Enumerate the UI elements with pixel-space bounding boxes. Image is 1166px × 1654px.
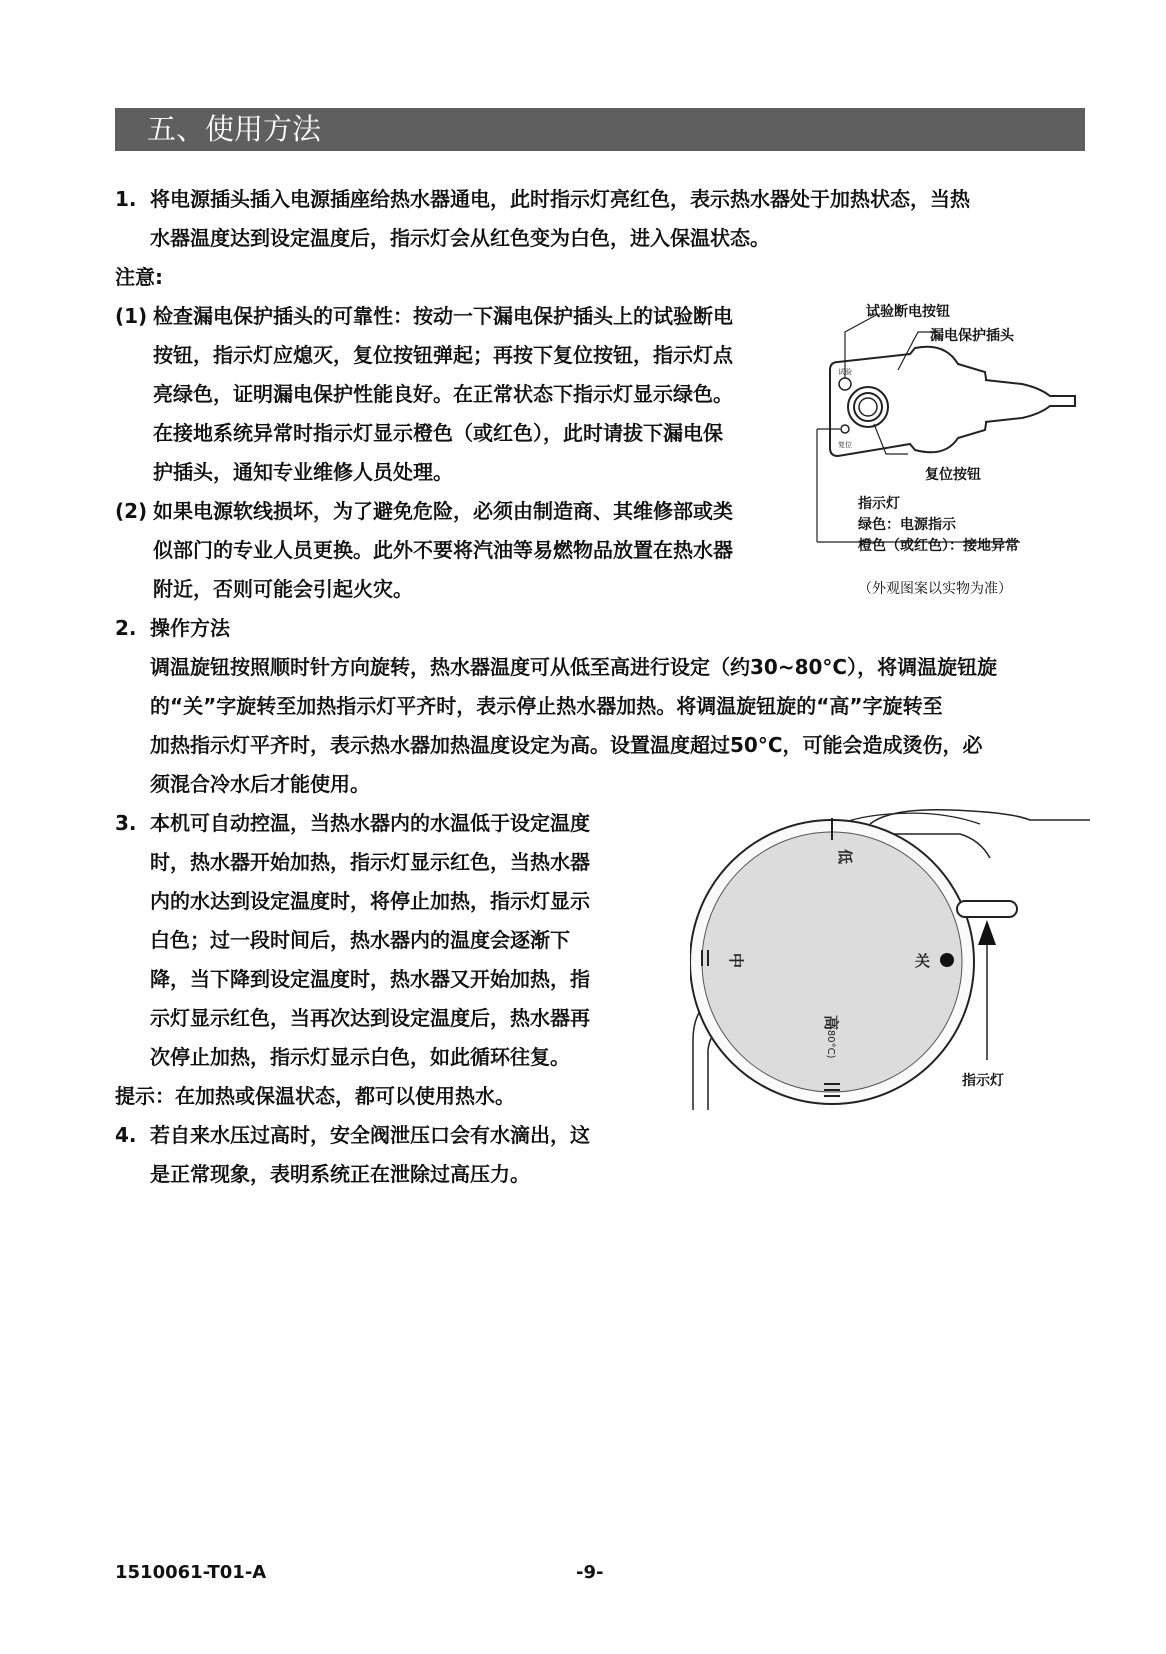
document-code: 1510061-T01-A [115, 1562, 267, 1583]
item-1-line-1: 将电源插头插入电源插座给热水器通电，此时指示灯亮红色，表示热水器处于加热状态，当热 [150, 187, 970, 211]
knob-high-label: 高 [822, 1015, 840, 1031]
section-title: 五、使用方法 [147, 112, 322, 146]
note-1-line-1: 检查漏电保护插头的可靠性：按动一下漏电保护插头上的试验断电 [153, 304, 733, 328]
item-2-number: 2. [115, 616, 137, 640]
item-3-line-2: 时，热水器开始加热，指示灯显示红色，当热水器 [150, 850, 590, 874]
leakage-plug-label: 漏电保护插头 [930, 328, 1014, 344]
item-3-line-4: 白色；过一段时间后，热水器内的温度会逐渐下 [150, 928, 570, 952]
note-1-line-3: 亮绿色，证明漏电保护性能良好。在正常状态下指示灯显示绿色。 [153, 382, 733, 406]
item-3-number: 3. [115, 811, 137, 835]
item-2-line-2: 的“关”字旋转至加热指示灯平齐时，表示停止热水器加热。将调温旋钮旋的“高”字旋转至 [150, 694, 943, 718]
page-number: -9- [576, 1562, 604, 1583]
plug-reset-text: 复位 [838, 441, 852, 449]
item-2-line-1: 调温旋钮按照顺时针方向旋转，热水器温度可从低至高进行设定（约30~80°C），将调温旋钮旋 [150, 655, 998, 679]
item-3-line-3: 内的水达到设定温度时，将停止加热，指示灯显示 [150, 889, 590, 913]
knob-high-temp-label: (80°C) [825, 1026, 836, 1059]
knob-off-label: 关 [915, 952, 931, 970]
item-1-line-2: 水器温度达到设定温度后，指示灯会从红色变为白色，进入保温状态。 [150, 226, 770, 250]
knob-low-label: 低 [836, 849, 854, 865]
item-2-title: 操作方法 [150, 616, 230, 640]
note-1-number: (1) [115, 304, 148, 328]
item-4-number: 4. [115, 1123, 137, 1147]
item-4-line-1: 若自来水压过高时，安全阀泄压口会有水滴出，这 [150, 1123, 590, 1147]
knob-mid-label: 中 [727, 953, 745, 969]
note-2-line-2: 似部门的专业人员更换。此外不要将汽油等易燃物品放置在热水器 [153, 538, 733, 562]
note-1-line-4: 在接地系统异常时指示灯显示橙色（或红色），此时请拔下漏电保 [153, 421, 723, 445]
item-3-line-6: 示灯显示红色，当再次达到设定温度后，热水器再 [150, 1006, 590, 1030]
note-2-line-3: 附近，否则可能会引起火灾。 [153, 577, 413, 601]
item-2-line-3: 加热指示灯平齐时，表示热水器加热温度设定为高。设置温度超过50°C，可能会造成烫伤，必 [150, 733, 983, 757]
note-2-number: (2) [115, 499, 148, 523]
item-3-line-1: 本机可自动控温，当热水器内的水温低于设定温度 [150, 811, 590, 835]
note-2-line-1: 如果电源软线损坏，为了避免危险，必须由制造商、其维修部或类 [153, 499, 733, 523]
item-2-line-4: 须混合冷水后才能使用。 [150, 772, 370, 796]
orange-indicator-label: 橙色（或红色）：接地异常 [858, 538, 1019, 554]
plug-test-text: 试验 [838, 368, 852, 376]
section-header [115, 108, 1085, 151]
test-button-label: 试验断电按钮 [866, 304, 950, 320]
knob-indicator-label: 指示灯 [962, 1073, 1004, 1089]
knob-diagram [690, 800, 1090, 1130]
tip-text: 提示：在加热或保温状态，都可以使用热水。 [115, 1084, 515, 1108]
item-4-line-2: 是正常现象，表明系统正在泄除过高压力。 [150, 1162, 530, 1186]
reset-button-label: 复位按钮 [925, 467, 981, 483]
plug-indicator-label: 指示灯 [858, 496, 900, 512]
green-indicator-label: 绿色：电源指示 [858, 517, 956, 533]
plug-figure-caption: （外观图案以实物为准） [858, 581, 1012, 597]
note-label: 注意: [115, 265, 163, 289]
item-3-line-7: 次停止加热，指示灯显示白色，如此循环往复。 [150, 1045, 570, 1069]
note-1-line-5: 护插头，通知专业维修人员处理。 [153, 460, 453, 484]
item-1-number: 1. [115, 187, 137, 211]
item-3-line-5: 降，当下降到设定温度时，热水器又开始加热，指 [150, 967, 590, 991]
note-1-line-2: 按钮，指示灯应熄灭，复位按钮弹起；再按下复位按钮，指示灯点 [153, 343, 733, 367]
